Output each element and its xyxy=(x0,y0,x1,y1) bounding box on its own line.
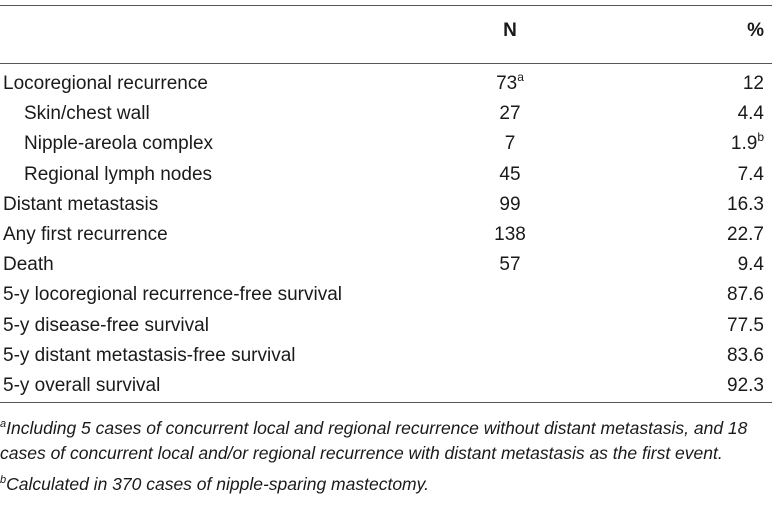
row-n-value xyxy=(470,130,550,158)
row-n-text: 99 xyxy=(499,193,521,215)
row-n-text: 27 xyxy=(499,103,521,125)
row-percent-value xyxy=(684,281,764,309)
table-bottom-rule xyxy=(0,402,772,403)
footnote-marker: a xyxy=(0,418,7,430)
table-row xyxy=(0,372,772,402)
table-row xyxy=(0,221,772,251)
row-percent-text: 7.4 xyxy=(737,163,764,185)
table-top-rule xyxy=(0,5,772,6)
row-label: Regional lymph nodes xyxy=(24,163,213,185)
row-percent-text: 4.4 xyxy=(737,103,764,125)
row-percent-text: 9.4 xyxy=(737,254,764,276)
row-percent-value xyxy=(684,342,764,370)
table-row xyxy=(0,342,772,372)
row-n-footnote-marker: a xyxy=(517,70,524,84)
row-percent-value xyxy=(684,191,764,219)
row-percent-value xyxy=(684,312,764,340)
table-row xyxy=(0,251,772,281)
row-label: 5-y disease-free survival xyxy=(3,314,209,336)
row-n-value xyxy=(470,251,550,279)
row-label: Nipple-areola complex xyxy=(24,133,214,155)
row-label: 5-y overall survival xyxy=(3,374,161,396)
row-percent-value xyxy=(684,161,764,189)
table-row xyxy=(0,130,772,160)
row-n-value xyxy=(470,191,550,219)
row-label: Locoregional recurrence xyxy=(3,73,208,94)
table-row xyxy=(0,100,772,130)
table-header-rule xyxy=(0,63,772,64)
footnote xyxy=(0,472,772,497)
table-header-row xyxy=(0,20,772,44)
table-row xyxy=(0,191,772,221)
header-n: N xyxy=(503,20,517,41)
row-percent-value xyxy=(684,70,764,98)
row-n-text: 73 xyxy=(496,73,518,94)
table-row xyxy=(0,70,772,100)
row-n-text: 57 xyxy=(499,254,521,276)
row-label: 5-y locoregional recurrence-free survival xyxy=(3,284,342,306)
row-n-value xyxy=(470,221,550,249)
footnote-marker: b xyxy=(0,474,7,486)
row-label: Skin/chest wall xyxy=(24,103,150,125)
row-percent-text: 16.3 xyxy=(727,193,764,215)
row-label: 5-y distant metastasis-free survival xyxy=(3,344,296,366)
row-n-value xyxy=(470,161,550,189)
row-n-value xyxy=(470,70,550,98)
table-footnotes xyxy=(0,416,772,503)
footnote-text: Including 5 cases of concurrent local and regional recurrence without distant metastasis, and 18 cases of concurrent local and/or regional recurrence with distant metastasis as the first event. xyxy=(0,418,748,463)
row-label: Distant metastasis xyxy=(3,193,159,215)
row-percent-value xyxy=(684,100,764,128)
table-row xyxy=(0,161,772,191)
row-percent-text: 77.5 xyxy=(727,314,764,336)
row-n-value xyxy=(470,100,550,128)
row-percent-text: 22.7 xyxy=(727,223,764,245)
row-percent-text: 92.3 xyxy=(727,374,764,396)
row-percent-text: 1.9 xyxy=(730,133,758,155)
table-row xyxy=(0,281,772,311)
row-n-text: 45 xyxy=(499,163,521,185)
table-body xyxy=(0,70,772,402)
table-row xyxy=(0,312,772,342)
row-percent-footnote-marker: b xyxy=(757,130,764,145)
row-percent-value xyxy=(684,372,764,400)
footnote-text: Calculated in 370 cases of nipple-sparing mastectomy. xyxy=(6,474,429,494)
row-percent-value xyxy=(684,251,764,279)
row-label: Death xyxy=(3,254,54,276)
row-percent-text: 12 xyxy=(742,73,764,94)
row-percent-text: 87.6 xyxy=(727,284,764,306)
row-n-text: 7 xyxy=(504,133,516,155)
row-label: Any first recurrence xyxy=(3,223,168,245)
footnote xyxy=(0,416,772,466)
row-percent-value xyxy=(684,221,764,249)
row-percent-text: 83.6 xyxy=(727,344,764,366)
header-percent: % xyxy=(747,20,764,41)
row-percent-value xyxy=(684,130,764,158)
row-n-text: 138 xyxy=(494,223,526,245)
